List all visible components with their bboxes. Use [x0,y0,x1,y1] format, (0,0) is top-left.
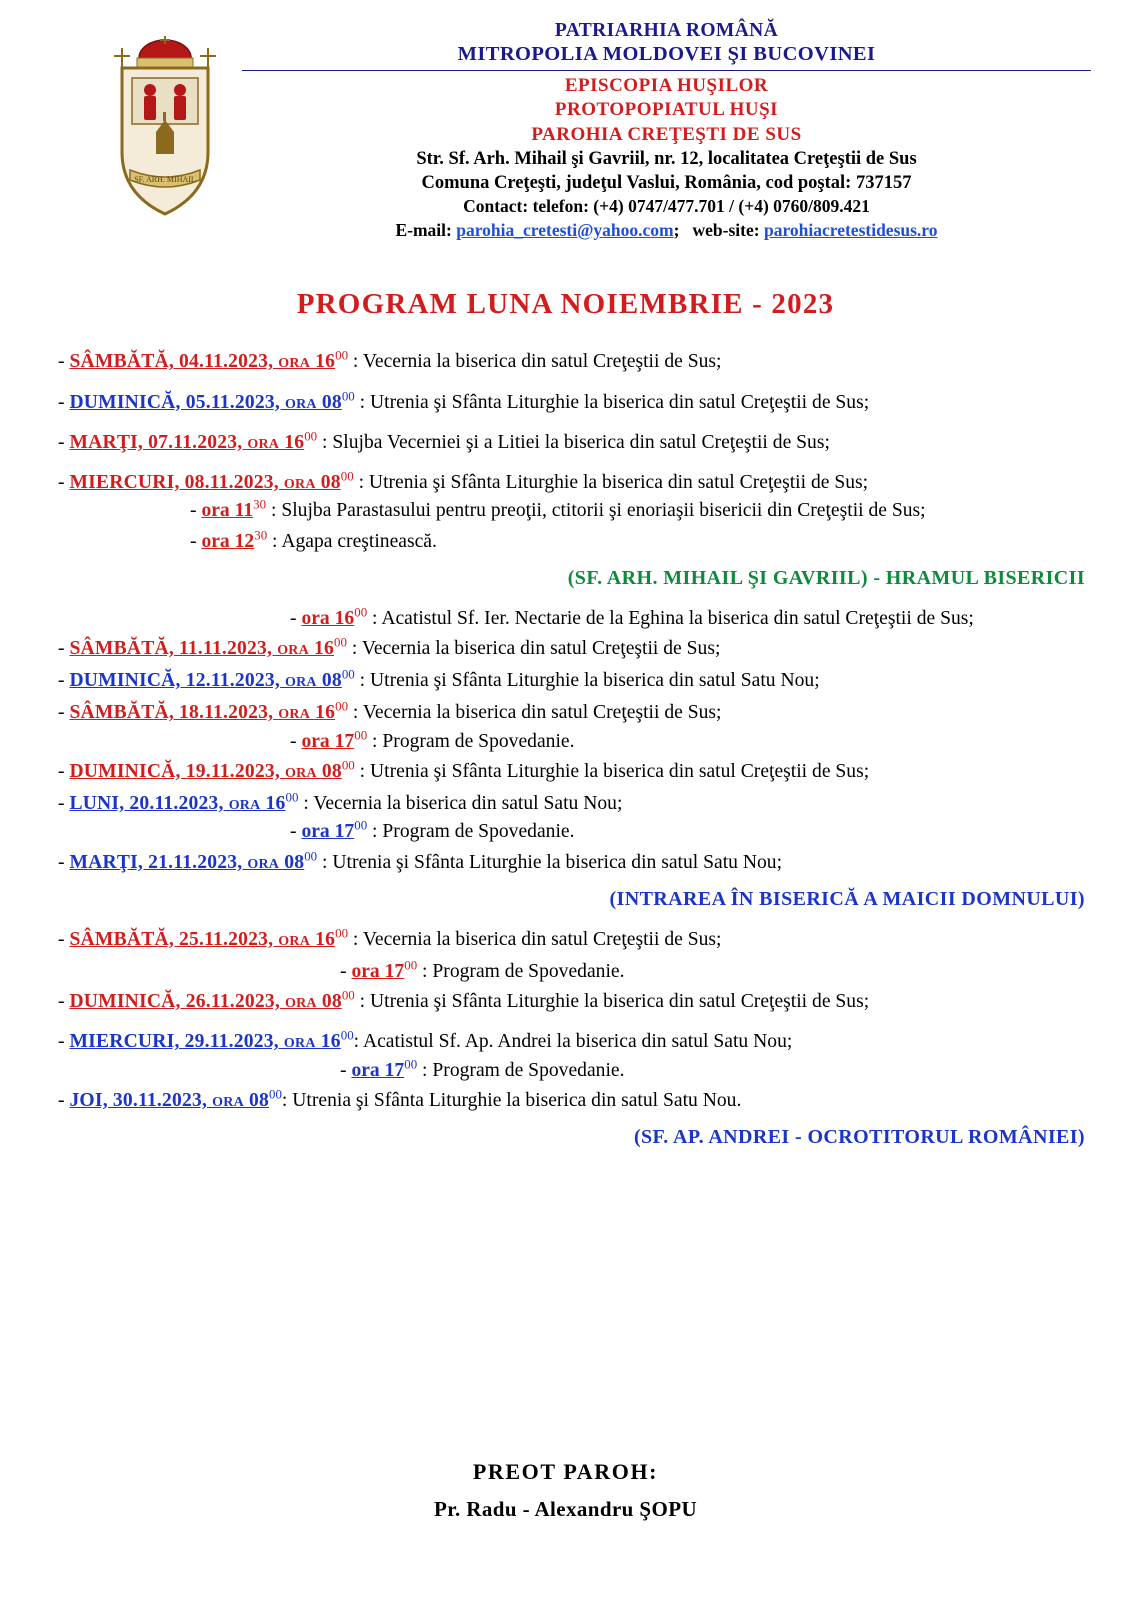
entry-dash: - [58,851,70,873]
entry-date-sup: 00 [335,925,349,941]
sub-desc: Program de Spovedanie. [432,960,625,982]
sub-sep: : [417,1059,433,1081]
priest-name-first: Pr. Radu - Alexandru [433,1497,640,1521]
sub-sep: : [367,821,383,843]
sub-hour-sup: 30 [254,527,268,542]
list-item-sub [40,729,1091,755]
address-line-1: Str. Sf. Arh. Mihail şi Gavriil, nr. 12, localitatea Creţeştii de Sus [416,148,917,169]
entry-date: JOI, 30.11.2023, ora 08 [69,1089,269,1111]
sub-dash: - [190,500,202,522]
entry-sep: : [346,637,362,659]
deanery-line: PROTOPOPIATUL HUŞI [554,99,779,121]
entry-sep: : [348,351,363,373]
patriarchate-line: PATRIARHIA ROMÂNĂ [554,20,779,41]
sub-desc: Agapa creştinească. [281,530,437,552]
entry-desc: Acatistul Sf. Ap. Andrei la biserica din satul Satu Nou; [362,1031,793,1053]
document-header [40,14,1091,242]
email-link[interactable]: parohia_cretesti@yahoo.com [456,219,674,240]
list-item [40,349,1091,375]
sub-desc: Slujba Parastasului pentru preoţii, ctitorii şi enoriaşii bisericii din Creţeştii de Sus; [281,500,926,522]
list-item-sub [40,606,1091,632]
entry-date-sup: 00 [340,1027,354,1043]
entry-dash: - [58,637,70,659]
sub-dash: - [290,821,302,843]
entry-date: DUMINICĂ, 26.11.2023, ora 08 [69,991,342,1013]
page-title: PROGRAM LUNA NOIEMBRIE - 2023 [296,288,835,321]
entry-dash: - [58,391,70,413]
sub-hour-sup: 30 [253,496,267,512]
list-item [40,430,1091,456]
entry-date: MIERCURI, 29.11.2023, ora 16 [69,1031,341,1053]
sub-dash: - [190,530,202,552]
entry-desc: Utrenia şi Sfânta Liturghie la biserica din satul Creţeştii de Sus; [370,760,870,782]
entry-date-sup: 00 [304,428,318,444]
priest-title: PREOT PAROH: [472,1459,659,1484]
sub-hour-sup: 00 [354,817,368,833]
entry-date: MIERCURI, 08.11.2023, ora 08 [69,472,341,494]
entry-dash: - [58,793,70,815]
entry-date-sup: 00 [335,698,349,714]
entry-sep: : [354,391,370,413]
sub-sep: : [367,730,383,752]
list-item [40,1088,1091,1114]
sub-hour: ora 17 [301,730,355,752]
program-list [40,349,1091,1151]
entry-date-sup: 00 [341,666,355,682]
list-item [40,1029,1091,1055]
priest-name-last: ŞOPU [639,1497,698,1521]
sub-desc: Program de Spovedanie. [382,730,575,752]
sub-hour-sup: 00 [404,957,418,973]
entry-dash: - [58,431,70,453]
sub-hour: ora 17 [351,1059,405,1081]
coat-of-arms-icon [100,14,236,222]
sub-desc: Program de Spovedanie. [382,821,575,843]
sub-hour-sup: 00 [354,727,368,743]
list-item-sub [40,819,1091,845]
entry-sep: : [348,702,363,724]
entry-desc: Slujba Vecerniei şi a Litiei la biserica din satul Creţeştii de Sus; [332,431,830,453]
entry-date-sup: 00 [304,848,318,864]
entry-desc: Utrenia şi Sfânta Liturghie la biserica din satul Satu Nou. [292,1089,742,1111]
entry-sep: : [298,793,314,815]
entry-desc: Vecernia la biserica din satul Creţeştii de Sus; [361,637,721,659]
parish-line: PAROHIA CREŢEŞTI DE SUS [531,123,802,145]
sub-hour-sup: 00 [354,604,368,620]
entry-sep: : [317,431,333,453]
entry-date-sup: 00 [341,757,355,773]
header-divider [242,70,1091,71]
list-item [40,927,1091,953]
entry-date-sup: 00 [341,987,355,1003]
sub-sep: : [367,607,382,629]
entry-sep: : [353,472,369,494]
entry-desc: Utrenia şi Sfânta Liturghie la biserica din satul Creţeştii de Sus; [370,991,870,1013]
entry-sep: : [354,670,370,692]
entry-date: DUMINICĂ, 19.11.2023, ora 08 [69,760,342,782]
sub-dash: - [340,1059,352,1081]
list-item [40,700,1091,726]
list-item-sub [40,959,1091,985]
list-item [40,668,1091,694]
sub-desc: Program de Spovedanie. [432,1059,625,1081]
sub-dash: - [290,730,302,752]
entry-desc: Vecernia la biserica din satul Creţeştii de Sus; [362,928,722,950]
entry-date: LUNI, 20.11.2023, ora 16 [69,793,286,815]
list-item [40,636,1091,662]
entry-date: SÂMBĂTĂ, 04.11.2023, ora 16 [69,351,336,373]
list-item [40,470,1091,496]
sub-hour: ora 16 [301,607,355,629]
sub-hour: ora 11 [201,500,254,522]
list-item [40,390,1091,416]
entry-dash: - [58,351,70,373]
entry-date: SÂMBĂTĂ, 25.11.2023, ora 16 [69,928,336,950]
entry-desc: Utrenia şi Sfânta Liturghie la biserica din satul Satu Nou; [370,670,820,692]
entry-dash: - [58,928,70,950]
note-intrarea: (INTRAREA ÎN BISERICĂ A MAICII DOMNULUI) [609,887,1085,910]
sub-dash: - [290,607,302,629]
sub-sep: : [417,960,433,982]
entry-date-sup: 00 [334,634,347,650]
entry-date-sup: 00 [269,1086,282,1102]
entry-dash: - [58,702,70,724]
entry-date: MARŢI, 21.11.2023, ora 08 [69,851,305,873]
list-item [40,989,1091,1015]
sub-hour: ora 17 [351,960,405,982]
eparchy-line: EPISCOPIA HUŞILOR [564,75,769,96]
list-item-sub [40,529,1091,555]
note-hram: (SF. ARH. MIHAIL ŞI GAVRIIL) - HRAMUL BISERICII [567,566,1085,589]
entry-dash: - [58,1089,70,1111]
website-label: web-site: [692,219,760,240]
note-andrei: (SF. AP. ANDREI - OCROTITORUL ROMÂNIEI) [633,1126,1085,1149]
sub-hour: ora 12 [201,530,255,552]
sub-desc: Acatistul Sf. Ier. Nectarie de la Eghina la biserica din satul Creţeştii de Sus; [381,607,974,629]
sub-sep: : [266,500,282,522]
entry-sep: : [317,851,333,873]
priest-name [0,1497,1131,1522]
entry-date-sup: 00 [335,347,349,363]
sub-hour: ora 17 [301,821,355,843]
list-item [40,759,1091,785]
list-item-sub [40,498,1091,524]
sub-sep: : [267,530,282,552]
email-semicolon: ; [673,219,689,240]
entry-desc: Utrenia şi Sfânta Liturghie la biserica din satul Creţeştii de Sus; [368,472,869,494]
list-item-sub [40,1058,1091,1084]
entry-sep: : [348,928,363,950]
svg-text:SF. ARH. MIHAIL: SF. ARH. MIHAIL [134,175,196,184]
sub-dash: - [340,960,352,982]
entry-sep: : [353,1031,363,1053]
entry-desc: Vecernia la biserica din satul Creţeştii de Sus; [362,351,722,373]
entry-dash: - [58,472,70,494]
entry-date-sup: 00 [285,789,299,805]
entry-date-sup: 00 [341,388,355,403]
website-link[interactable]: parohiacretestidesus.ro [763,219,938,240]
metropolis-line: MITROPOLIA MOLDOVEI ŞI BUCOVINEI [457,43,876,65]
entry-sep: : [354,760,370,782]
entry-dash: - [58,760,70,782]
entry-dash: - [58,1031,70,1053]
entry-desc: Utrenia şi Sfânta Liturghie la biserica din satul Satu Nou; [332,851,783,873]
entry-date: DUMINICĂ, 12.11.2023, ora 08 [69,670,342,692]
entry-date: DUMINICĂ, 05.11.2023, ora 08 [69,391,342,413]
entry-date: MARŢI, 07.11.2023, ora 16 [69,431,305,453]
entry-desc: Vecernia la biserica din satul Satu Nou; [313,793,623,815]
entry-sep: : [354,991,370,1013]
signature-block [0,1459,1131,1522]
entry-desc: Utrenia şi Sfânta Liturghie la biserica din satul Creţeştii de Sus; [370,391,870,413]
entry-dash: - [58,670,70,692]
entry-sep: : [281,1089,293,1111]
entry-date: SÂMBĂTĂ, 18.11.2023, ora 16 [69,702,336,724]
address-line-2: Comuna Creţeşti, judeţul Vaslui, România, cod poştal: 737157 [421,172,912,193]
entry-date: SÂMBĂTĂ, 11.11.2023, ora 16 [69,637,335,659]
list-item [40,791,1091,817]
entry-date-sup: 00 [340,468,354,484]
entry-dash: - [58,991,70,1013]
list-item [40,850,1091,876]
contact-line: Contact: telefon: (+4) 0747/477.701 / (+4) 0760/809.421 [463,196,870,217]
sub-hour-sup: 00 [404,1056,418,1072]
email-website-line [242,219,1091,243]
entry-desc: Vecernia la biserica din satul Creţeştii de Sus; [362,702,722,724]
email-label: E-mail: [395,219,452,240]
